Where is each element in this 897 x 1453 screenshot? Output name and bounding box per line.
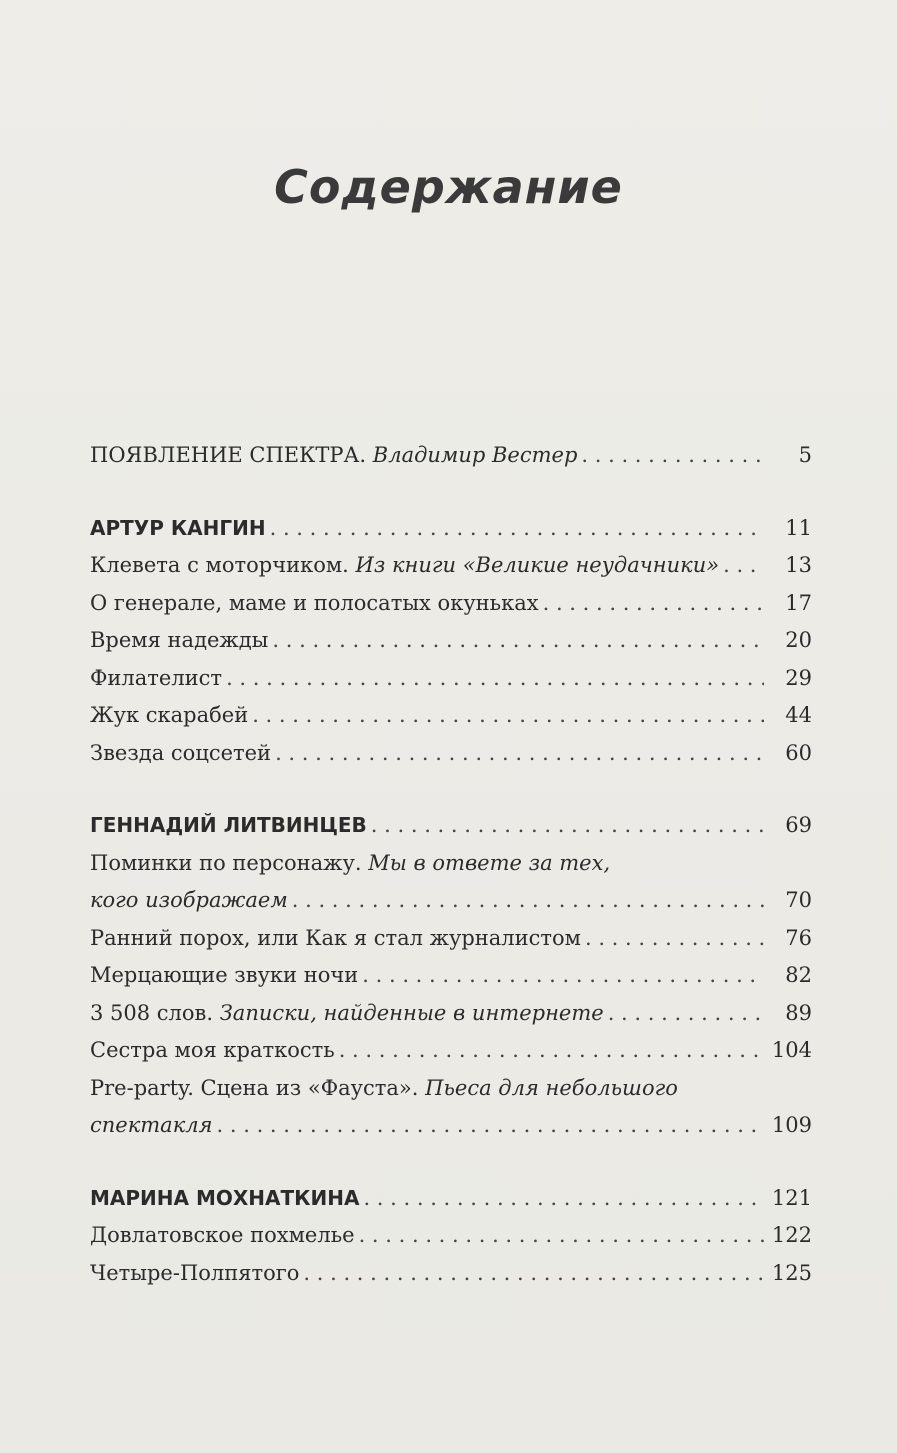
toc-page-number: 104 <box>771 1038 812 1062</box>
toc-page-number: 89 <box>785 1000 812 1025</box>
toc-page-number: 11 <box>785 515 812 540</box>
toc-entry-title: Жук скарабей <box>90 703 249 727</box>
toc-entry-title: Четыре-Полпятого <box>90 1260 300 1285</box>
dot-leader <box>252 697 764 735</box>
dot-leader <box>371 807 764 845</box>
dot-leader <box>723 547 764 585</box>
toc-row <box>90 437 812 475</box>
toc-author-name: ГЕННАДИЙ ЛИТВИНЦЕВ <box>90 813 367 837</box>
toc-entry-title: Филателист <box>90 665 223 690</box>
dot-leader <box>581 437 764 475</box>
toc-entry-title: Звезда соцсетей <box>90 740 272 765</box>
toc-page-number: 17 <box>785 590 812 615</box>
toc-page-number: 44 <box>785 703 812 727</box>
dot-leader <box>270 510 764 548</box>
dot-leader <box>275 735 764 773</box>
toc-row <box>90 660 812 698</box>
toc-row <box>90 585 812 623</box>
toc-row <box>90 1107 812 1145</box>
dot-leader <box>363 1180 763 1218</box>
toc-page-number: 82 <box>785 963 812 987</box>
toc-entry-title: Ранний порох, или Как я стал журналистом <box>90 925 581 950</box>
toc-page-number: 60 <box>785 740 812 765</box>
dot-leader <box>359 1217 764 1255</box>
toc-page-number: 76 <box>785 925 812 950</box>
toc-entry-title: спектакля <box>90 1113 213 1137</box>
toc-row <box>90 547 812 585</box>
toc-entry-title: Pre-party. Сцена из «Фауста». Пьеса для небольшого <box>90 1075 678 1100</box>
toc-page-number: 13 <box>785 553 812 577</box>
toc-entry-title: Довлатовское похмелье <box>90 1223 355 1247</box>
toc-entry-title: Клевета с моторчиком. Из книги «Великие неудачники» <box>90 553 720 577</box>
toc-entry-title: Время надежды <box>90 628 269 652</box>
toc-author-name: МАРИНА МОХНАТКИНА <box>90 1185 360 1210</box>
toc-page-number: 20 <box>785 628 812 652</box>
toc-row <box>90 1070 812 1108</box>
toc-entry-title: Поминки по персонажу. Мы в ответе за тех, <box>90 850 611 875</box>
table-of-contents <box>90 437 812 1292</box>
toc-page-number: 121 <box>771 1185 812 1210</box>
toc-page-number: 122 <box>771 1223 812 1247</box>
page-title: Содержание <box>274 160 623 214</box>
toc-row <box>90 995 812 1033</box>
toc-row <box>90 735 812 773</box>
toc-row-author <box>90 1180 812 1218</box>
toc-row <box>90 920 812 958</box>
dot-leader <box>303 1255 764 1293</box>
dot-leader <box>272 622 764 660</box>
toc-row <box>90 622 812 660</box>
toc-row <box>90 882 812 920</box>
toc-entry-title: Мерцающие звуки ночи <box>90 963 359 987</box>
toc-row <box>90 1255 812 1293</box>
dot-leader <box>362 957 764 995</box>
toc-page-number: 125 <box>771 1260 812 1285</box>
dot-leader <box>339 1032 764 1070</box>
toc-page-number: 29 <box>785 665 812 690</box>
toc-entry-title: ПОЯВЛЕНИЕ СПЕКТРА. Владимир Вестер <box>90 443 578 467</box>
dot-leader <box>608 995 764 1033</box>
toc-entry-title: О генерале, маме и полосатых окуньках <box>90 590 539 615</box>
toc-page-number: 70 <box>785 888 812 912</box>
toc-row-author <box>90 807 812 845</box>
toc-row <box>90 845 812 883</box>
toc-page-number: 109 <box>771 1113 812 1137</box>
toc-row <box>90 957 812 995</box>
dot-leader <box>292 882 764 920</box>
toc-row <box>90 697 812 735</box>
dot-leader <box>217 1107 764 1145</box>
toc-row-author <box>90 510 812 548</box>
dot-leader <box>585 920 764 958</box>
toc-entry-title: Сестра моя краткость <box>90 1038 335 1062</box>
toc-page-number: 5 <box>798 443 812 467</box>
toc-row <box>90 1032 812 1070</box>
toc-page-number: 69 <box>785 813 812 837</box>
toc-row <box>90 1217 812 1255</box>
toc-entry-title: 3 508 слов. Записки, найденные в интернете <box>90 1000 604 1025</box>
toc-entry-title: кого изображаем <box>90 888 288 912</box>
toc-author-name: АРТУР КАНГИН <box>90 515 266 540</box>
dot-leader <box>543 585 764 623</box>
dot-leader <box>226 660 764 698</box>
